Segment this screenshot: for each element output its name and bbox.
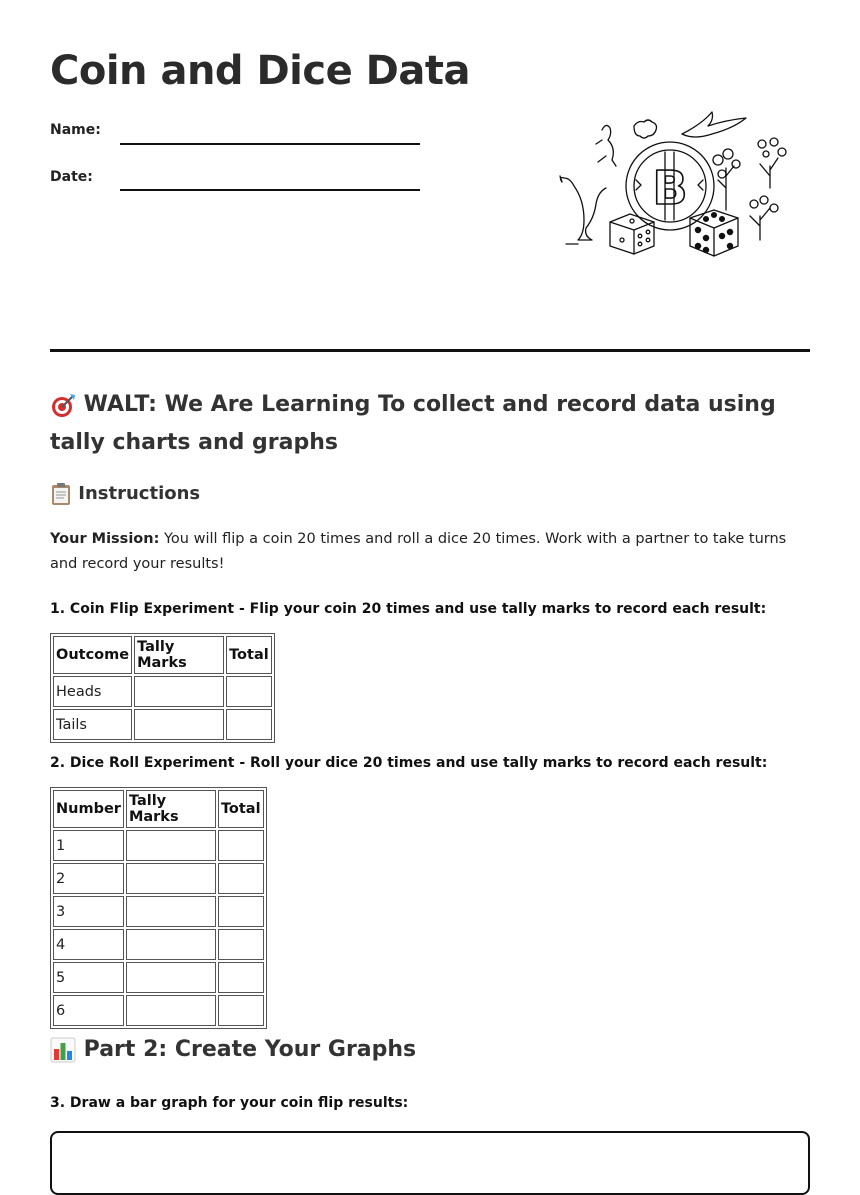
table-header-row: [53, 790, 264, 828]
total-cell[interactable]: [218, 929, 264, 960]
kangaroo-icon: [560, 176, 606, 244]
tally-cell[interactable]: [134, 709, 224, 740]
table-header-row: [53, 636, 272, 674]
number-cell: 3: [53, 896, 124, 927]
coin-graph-prompt: 3. Draw a bar graph for your coin flip results:: [50, 1095, 409, 1111]
mission-paragraph: [50, 527, 810, 577]
total-cell[interactable]: [226, 709, 272, 740]
table-row: [53, 896, 264, 927]
tree-icons: [713, 138, 786, 240]
clipboard-icon: [50, 482, 72, 506]
australia-map-icon: [634, 120, 657, 138]
boomerang-icon: [682, 112, 746, 137]
walt-heading: [50, 386, 810, 462]
column-header: Number: [53, 790, 124, 828]
mission-label: Your Mission:: [50, 531, 160, 547]
header-divider: [50, 349, 810, 352]
number-cell: 2: [53, 863, 124, 894]
page-title: Coin and Dice Data: [50, 48, 470, 94]
coin-dice-illustration: [548, 104, 800, 260]
column-header: Outcome: [53, 636, 132, 674]
coin-tally-table: [50, 633, 275, 743]
date-label: Date:: [50, 169, 93, 185]
tally-cell[interactable]: [134, 676, 224, 707]
coin-bar-graph-drawing-area[interactable]: [50, 1131, 810, 1195]
dice-tally-table: [50, 787, 267, 1029]
die-icon-left: [610, 214, 654, 254]
number-cell: 4: [53, 929, 124, 960]
number-cell: 1: [53, 830, 124, 861]
tally-cell[interactable]: [126, 830, 216, 861]
total-cell[interactable]: [218, 830, 264, 861]
table-row: [53, 709, 272, 740]
table-row: [53, 676, 272, 707]
name-label: Name:: [50, 122, 101, 138]
table-row: [53, 830, 264, 861]
tally-cell[interactable]: [126, 863, 216, 894]
coin-experiment-prompt: 1. Coin Flip Experiment - Flip your coin 20 times and use tally marks to record each result:: [50, 601, 767, 617]
date-field-line[interactable]: [120, 189, 420, 191]
die-icon-right: [690, 210, 738, 256]
outcome-cell: Tails: [53, 709, 132, 740]
instructions-heading: [50, 482, 200, 506]
bar-chart-icon: [50, 1037, 76, 1063]
total-cell[interactable]: [218, 995, 264, 1026]
tally-cell[interactable]: [126, 995, 216, 1026]
target-icon: [50, 392, 76, 418]
total-cell[interactable]: [226, 676, 272, 707]
part2-heading-text: Part 2: Create Your Graphs: [83, 1037, 417, 1062]
svg-text:B: B: [652, 161, 688, 215]
table-row: [53, 995, 264, 1026]
column-header: Tally Marks: [126, 790, 216, 828]
total-cell[interactable]: [218, 896, 264, 927]
total-cell[interactable]: [218, 863, 264, 894]
column-header: Total: [218, 790, 264, 828]
name-field-line[interactable]: [120, 143, 420, 145]
small-kangaroo-icon: [596, 125, 616, 166]
tally-cell[interactable]: [126, 929, 216, 960]
column-header: Total: [226, 636, 272, 674]
part2-heading: [50, 1037, 416, 1063]
table-row: [53, 929, 264, 960]
tally-cell[interactable]: [126, 962, 216, 993]
number-cell: 6: [53, 995, 124, 1026]
number-cell: 5: [53, 962, 124, 993]
mission-text: You will flip a coin 20 times and roll a dice 20 times. Work with a partner to take turns and record your results!: [50, 531, 787, 572]
instructions-heading-text: Instructions: [78, 483, 201, 504]
table-row: [53, 962, 264, 993]
table-row: [53, 863, 264, 894]
walt-text: WALT: We Are Learning To collect and record data using tally charts and graphs: [50, 392, 776, 455]
total-cell[interactable]: [218, 962, 264, 993]
tally-cell[interactable]: [126, 896, 216, 927]
column-header: Tally Marks: [134, 636, 224, 674]
dice-experiment-prompt: 2. Dice Roll Experiment - Roll your dice 20 times and use tally marks to record each result:: [50, 755, 768, 771]
outcome-cell: Heads: [53, 676, 132, 707]
